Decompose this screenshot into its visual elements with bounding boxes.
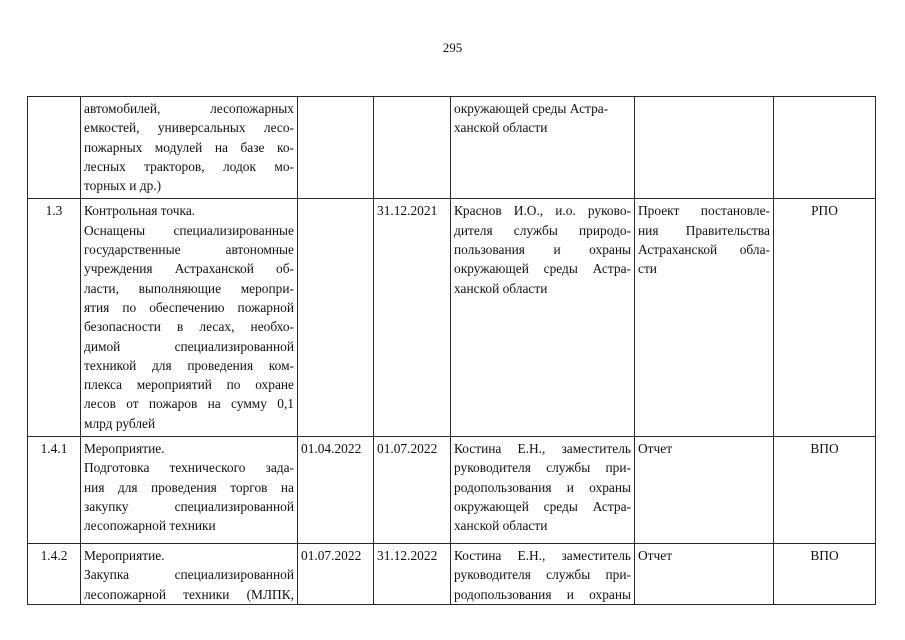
start-date: [298, 97, 374, 199]
table-row: [28, 544, 876, 605]
plan-table: [27, 96, 876, 605]
item-number: 1.4.1: [28, 437, 81, 544]
control-level: [774, 97, 876, 199]
responsible-person: Костина Е.Н., заместитель руководителя службы при- родопользования и охраны окружающей среды Астра- ханской области: [451, 437, 635, 544]
end-date: 01.07.2022: [374, 437, 451, 544]
control-level: РПО: [774, 199, 876, 437]
item-number: [28, 97, 81, 199]
control-level: ВПО: [774, 544, 876, 605]
table-row: [28, 199, 876, 437]
responsible-person: окружающей среды Астра- ханской области: [451, 97, 635, 199]
responsible-person: Костина Е.Н., заместитель руководителя службы при- родопользования и охраны: [451, 544, 635, 605]
control-level: ВПО: [774, 437, 876, 544]
table-row: [28, 437, 876, 544]
item-description: Мероприятие. Подготовка технического зада- ния для проведения торгов на закупку специализированной лесопожарной техники: [81, 437, 298, 544]
responsible-person: Краснов И.О., и.о. руково- дителя службы природо- пользования и охраны окружающей среды Астра- ханской области: [451, 199, 635, 437]
item-description: Контрольная точка. Оснащены специализированные государственные автономные учреждения Астраханской об- ласти, выполняющие меропри- ятия по обеспечению пожарной безопасности в лесах, необхо- димой специализированной техникой для проведения ком- плекса мероприятий по охране лесов от пожаров на сумму 0,1 млрд рублей: [81, 199, 298, 437]
result-document: [635, 97, 774, 199]
result-document: Отчет: [635, 437, 774, 544]
start-date: 01.07.2022: [298, 544, 374, 605]
item-number: 1.3: [28, 199, 81, 437]
table-row: [28, 97, 876, 199]
result-document: Проект постановле- ния Правительства Астраханской обла- сти: [635, 199, 774, 437]
end-date: 31.12.2021: [374, 199, 451, 437]
result-document: Отчет: [635, 544, 774, 605]
start-date: 01.04.2022: [298, 437, 374, 544]
item-description: Мероприятие. Закупка специализированной лесопожарной техники (МЛПК,: [81, 544, 298, 605]
item-number: 1.4.2: [28, 544, 81, 605]
end-date: [374, 97, 451, 199]
page-number: 295: [442, 40, 463, 55]
end-date: 31.12.2022: [374, 544, 451, 605]
item-description: автомобилей, лесопожарных емкостей, универсальных лесо- пожарных модулей на базе ко- лесных тракторов, лодок мо- торных и др.): [81, 97, 298, 199]
start-date: [298, 199, 374, 437]
